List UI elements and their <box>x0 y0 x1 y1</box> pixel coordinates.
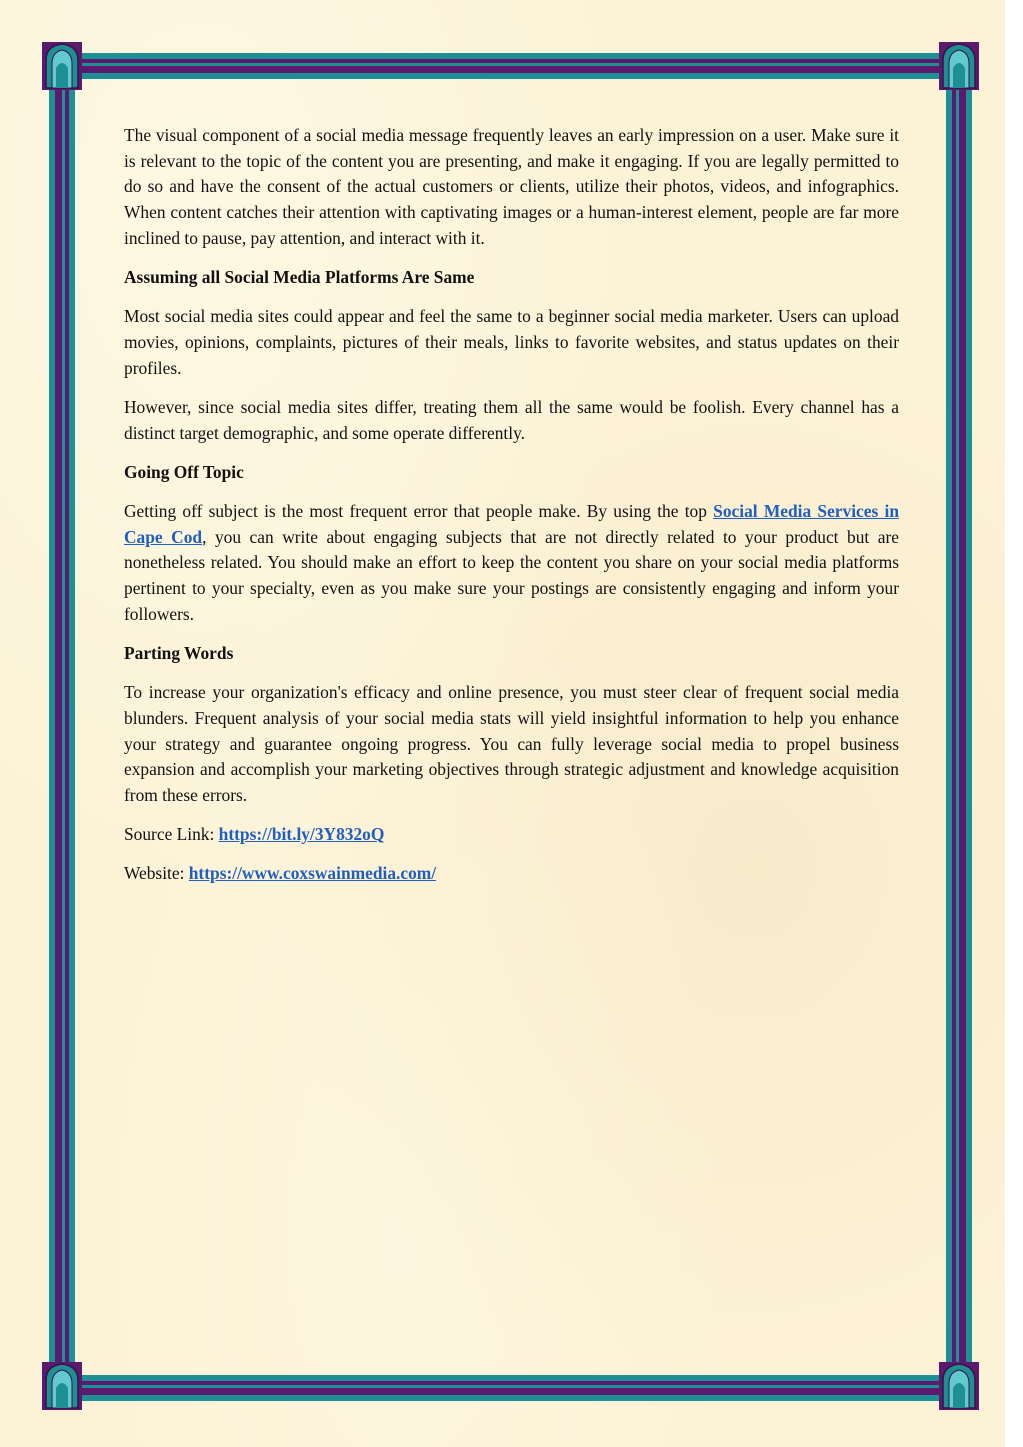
paragraph-off-topic <box>124 499 899 628</box>
heading-same-platforms: Assuming all Social Media Platforms Are Same <box>124 267 475 288</box>
paragraph-platforms: Most social media sites could appear and feel the same to a beginner social media marketer. Users can upload movies, opinions, complaints, pictures of their meals, links to favorite websites, and status updates on their profiles. <box>124 306 899 378</box>
website-label: Website: <box>124 863 189 884</box>
border-right <box>946 66 972 1384</box>
paragraph-off-topic-end: , you can write about engaging subjects that are not directly related to your product but are nonetheless related. You should make an effort to keep the content you share on your social media platforms pertinent to your specialty, even as you make sure your postings are consistently engaging and inform your followers. <box>124 526 899 624</box>
border-bottom <box>56 1375 954 1401</box>
source-link[interactable]: https://bit.ly/3Y832oQ <box>218 824 385 845</box>
gothic-arch-ornament-icon <box>939 1362 979 1410</box>
source-line <box>124 822 899 848</box>
website-line <box>124 861 899 887</box>
gothic-arch-ornament-icon <box>42 42 82 90</box>
paragraph-differ: However, since social media sites differ, treating them all the same would be foolish. Every channel has a distinct target demographic, and some operate differently. <box>124 396 899 443</box>
gothic-arch-ornament-icon <box>939 42 979 90</box>
heading-off-topic: Going Off Topic <box>124 461 244 482</box>
source-label: Source Link: <box>124 824 219 845</box>
paragraph-off-topic-start: Getting off subject is the most frequent error that people make. By using the top <box>124 500 714 521</box>
border-left <box>49 66 75 1384</box>
border-top <box>56 53 954 79</box>
website-link[interactable]: https://www.coxswainmedia.com/ <box>188 863 437 884</box>
paragraph-parting: To increase your organization's efficacy and online presence, you must steer clear of frequent social media blunders. Frequent analysis of your social media stats will yield insightful information to help you enhance your strategy and guarantee ongoing progress. You can fully leverage social media to propel business expansion and accomplish your marketing objectives through strategic adjustment and knowledge acquisition from these errors. <box>124 682 899 805</box>
article-body <box>124 123 899 901</box>
gothic-arch-ornament-icon <box>42 1362 82 1410</box>
paragraph-intro: The visual component of a social media message frequently leaves an early impression on a user. Make sure it is relevant to the topic of the content you are presenting, and make it engaging. If you are legally permitted to do so and have the consent of the actual customers or clients, utilize their photos, videos, and infographics. When content catches their attention with captivating images or a human-interest element, people are far more inclined to pause, pay attention, and interact with it. <box>124 125 899 248</box>
heading-parting-words: Parting Words <box>124 642 234 663</box>
social-media-services-link[interactable]: Social Media Services in Cape Cod <box>124 500 899 547</box>
